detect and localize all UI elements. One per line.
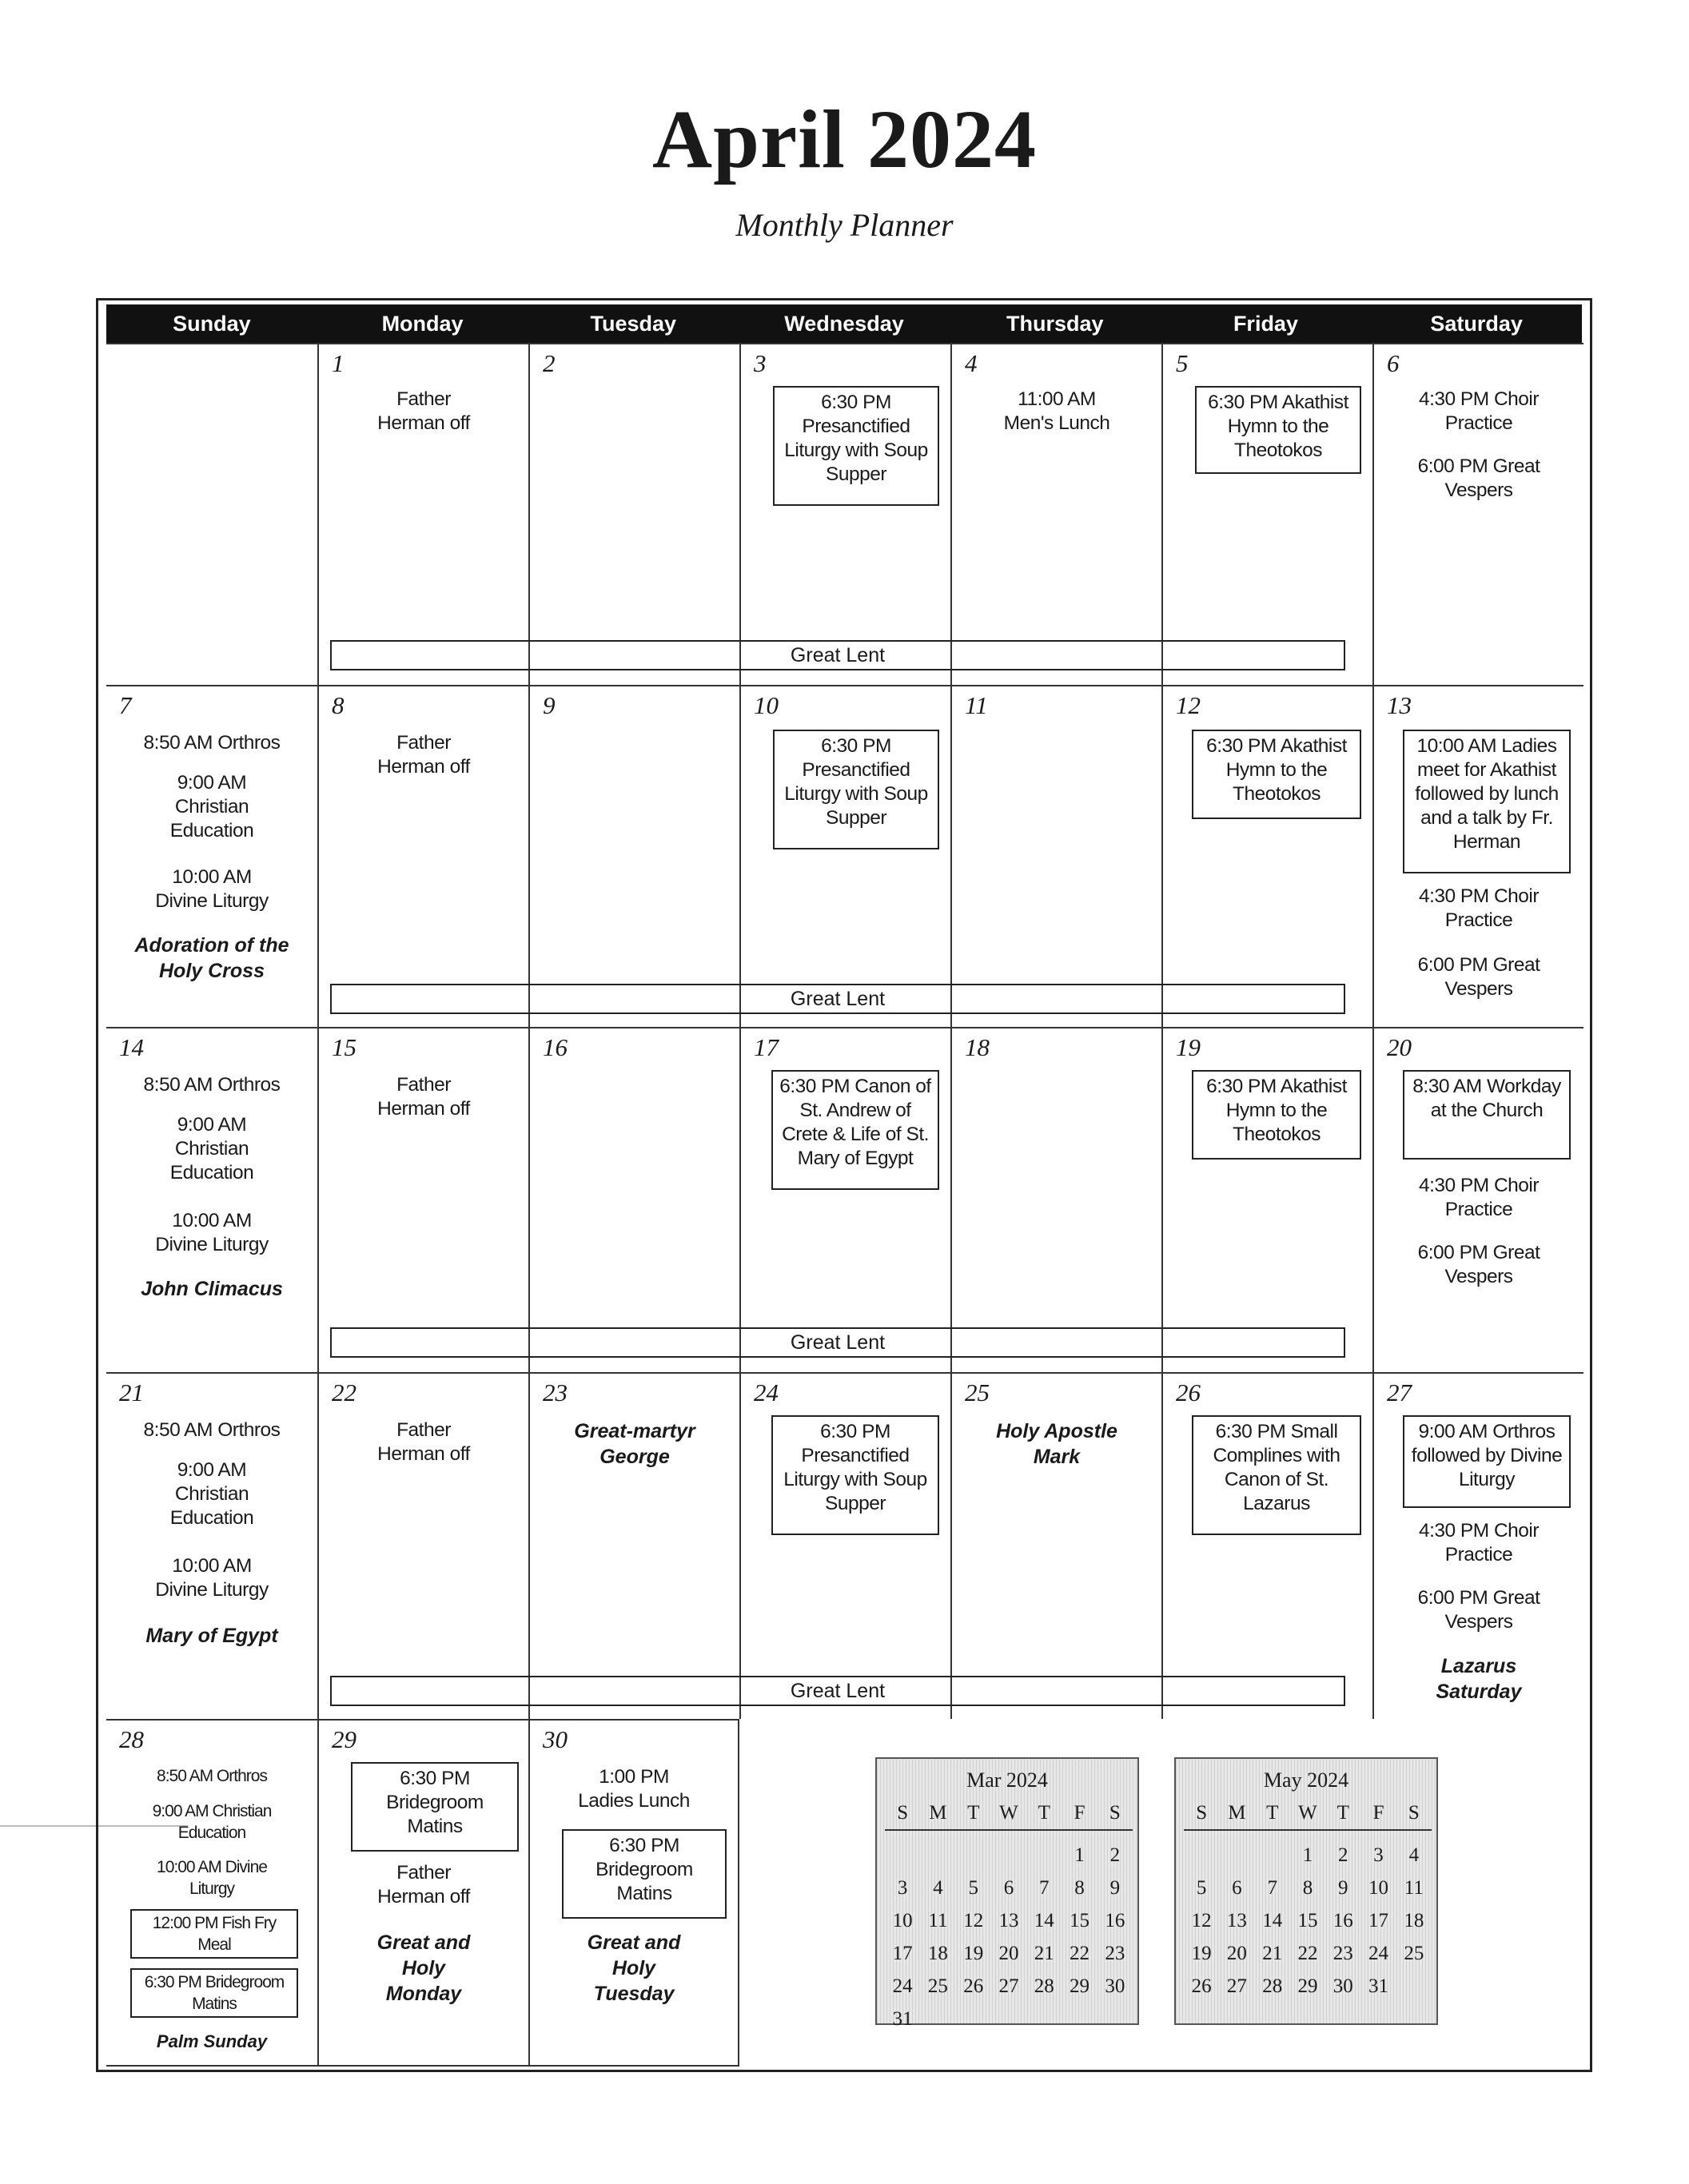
mini-calendar-title: Mar 2024 <box>966 1768 1048 1792</box>
event: 6:00 PM Great Vespers <box>1417 455 1540 501</box>
page-subtitle: Monthly Planner <box>735 207 954 243</box>
day-cell-29[interactable] <box>317 1719 528 2067</box>
day-cell-24[interactable] <box>739 1372 950 1719</box>
mini-day: 25 <box>1404 1942 1424 1964</box>
mini-weekday-header: T <box>956 1797 991 1830</box>
day-cell-19[interactable] <box>1161 1027 1372 1372</box>
event: 10:00 AM Divine Liturgy <box>155 866 269 912</box>
great-lent-bar: Great Lent <box>330 1327 1345 1358</box>
feast-label: Great-martyr George <box>574 1420 695 1468</box>
day-cell-9[interactable] <box>528 685 739 1027</box>
mini-day <box>885 1839 920 1872</box>
mini-weekday-header: F <box>1062 1797 1097 1830</box>
event: 8:50 AM Orthros <box>143 1074 281 1096</box>
day-cell-18[interactable] <box>950 1027 1161 1372</box>
day-cell-7[interactable] <box>106 685 317 1027</box>
mini-week-row <box>885 2003 1133 2035</box>
event-box: 6:30 PM Canon of St. Andrew of Crete & Life of St. Mary of Egypt <box>771 1070 939 1190</box>
day-number: 6 <box>1387 349 1400 377</box>
event-box: 6:30 PM Presanctified Liturgy with Soup Supper <box>773 730 939 849</box>
great-lent-bar: Great Lent <box>330 640 1345 670</box>
mini-day: 27 <box>998 1975 1019 1997</box>
event: 9:00 AM Christian Education <box>169 772 254 841</box>
mini-day: 31 <box>1368 1975 1389 1997</box>
day-number: 21 <box>119 1378 144 1406</box>
event: 10:00 AM Divine Liturgy <box>155 1555 269 1601</box>
mini-day: 5 <box>968 1876 978 1899</box>
day-cell-23[interactable] <box>528 1372 739 1719</box>
mini-day: 23 <box>1332 1942 1353 1964</box>
day-number: 7 <box>119 691 132 719</box>
great-lent-bar: Great Lent <box>330 984 1345 1014</box>
mini-day: 20 <box>998 1942 1019 1964</box>
event: 9:00 AM Christian Education <box>169 1114 254 1183</box>
day-cell-25[interactable] <box>950 1372 1161 1719</box>
day-number: 19 <box>1176 1033 1201 1061</box>
mini-day: 6 <box>1003 1876 1014 1899</box>
mini-day: 10 <box>892 1909 913 1931</box>
event: 9:00 AM Christian Education <box>169 1459 254 1529</box>
weekday-tuesday: Tuesday <box>590 312 677 336</box>
mini-day: 1 <box>1302 1844 1313 1866</box>
mini-day: 14 <box>1034 1909 1054 1931</box>
event-box: 6:30 PM Small Complines with Canon of St. Lazarus <box>1192 1415 1361 1535</box>
weekday-friday: Friday <box>1233 312 1298 336</box>
mini-day: 4 <box>933 1876 943 1899</box>
event-box: 12:00 PM Fish Fry Meal <box>130 1909 298 1959</box>
day-number: 4 <box>965 349 978 377</box>
mini-weekday-header: S <box>885 1797 920 1830</box>
event-box: 6:30 PM Bridegroom Matins <box>351 1762 519 1852</box>
mini-day: 3 <box>897 1876 908 1899</box>
feast-label: Great and Holy Tuesday <box>587 1931 681 2005</box>
event: Father Herman off <box>377 388 470 434</box>
mini-day: 19 <box>1191 1942 1212 1964</box>
day-number: 11 <box>965 691 988 719</box>
mini-day <box>1026 2003 1062 2035</box>
mini-week-row <box>1184 1904 1432 1937</box>
day-number: 10 <box>754 691 779 719</box>
mini-day <box>991 1839 1026 1872</box>
day-cell-27[interactable] <box>1372 1372 1583 1719</box>
mini-day: 9 <box>1109 1876 1121 1899</box>
mini-day: 16 <box>1332 1909 1353 1931</box>
day-cell-16[interactable] <box>528 1027 739 1372</box>
day-cell-1[interactable] <box>317 343 528 685</box>
day-cell-12[interactable] <box>1161 685 1372 1027</box>
day-cell-20[interactable] <box>1372 1027 1583 1372</box>
mini-day: 31 <box>892 2007 913 2030</box>
mini-day: 29 <box>1070 1975 1090 1997</box>
mini-day: 26 <box>963 1975 984 1997</box>
mini-day: 2 <box>1109 1844 1121 1866</box>
mini-day: 14 <box>1262 1909 1283 1931</box>
mini-weekday-header: F <box>1360 1797 1396 1830</box>
mini-weekday-header: M <box>920 1797 955 1830</box>
feast-label: Adoration of the Holy Cross <box>134 934 289 982</box>
mini-day: 8 <box>1074 1876 1085 1899</box>
weekday-saturday: Saturday <box>1430 312 1523 336</box>
mini-day: 28 <box>1034 1975 1054 1997</box>
mini-day: 29 <box>1297 1975 1318 1997</box>
day-cell-21[interactable] <box>106 1372 317 1719</box>
event: 6:00 PM Great Vespers <box>1417 1242 1540 1287</box>
mini-day: 9 <box>1338 1876 1348 1899</box>
event-box: 6:30 PM Presanctified Liturgy with Soup Supper <box>773 386 939 506</box>
mini-day: 19 <box>963 1942 984 1964</box>
day-number: 2 <box>543 349 556 377</box>
weekday-sunday: Sunday <box>173 312 251 336</box>
day-cell-8[interactable] <box>317 685 528 1027</box>
mini-calendar-title: May 2024 <box>1263 1768 1349 1792</box>
day-number: 27 <box>1387 1378 1412 1406</box>
mini-day: 17 <box>1368 1909 1389 1931</box>
mini-day: 12 <box>963 1909 984 1931</box>
day-number: 17 <box>754 1033 779 1061</box>
event: 8:50 AM Orthros <box>143 1419 281 1441</box>
day-cell-26[interactable] <box>1161 1372 1372 1719</box>
weekday-thursday: Thursday <box>1006 312 1104 336</box>
day-cell-13[interactable] <box>1372 685 1583 1027</box>
day-number: 8 <box>332 691 345 719</box>
mini-week-row <box>885 1904 1133 1937</box>
mini-weekday-header: T <box>1026 1797 1062 1830</box>
mini-day: 21 <box>1262 1942 1283 1964</box>
mini-day <box>1396 1970 1432 2003</box>
mini-day: 16 <box>1105 1909 1125 1931</box>
mini-week-row <box>885 1970 1133 2003</box>
mini-day: 24 <box>1368 1942 1389 1964</box>
mini-day: 20 <box>1226 1942 1247 1964</box>
event: 1:00 PM Ladies Lunch <box>578 1766 690 1812</box>
mini-day: 24 <box>892 1975 913 1997</box>
weekday-wednesday: Wednesday <box>784 312 904 336</box>
day-number: 23 <box>543 1378 568 1406</box>
mini-week-row <box>1184 1839 1432 1872</box>
event-box: 10:00 AM Ladies meet for Akathist followed by lunch and a talk by Fr. Herman <box>1403 730 1571 873</box>
mini-week-row <box>1184 1937 1432 1970</box>
mini-day <box>1097 2003 1133 2035</box>
mini-week-row <box>885 1937 1133 1970</box>
event: 10:00 AM Divine Liturgy <box>155 1210 269 1255</box>
mini-day <box>1062 2003 1097 2035</box>
mini-weekday-header: T <box>1325 1797 1360 1830</box>
calendar-grid <box>96 298 1592 2072</box>
mini-day: 28 <box>1262 1975 1283 1997</box>
mini-day: 18 <box>927 1942 948 1964</box>
event: 8:50 AM Orthros <box>157 1767 267 1785</box>
mini-day: 30 <box>1332 1975 1353 1997</box>
mini-calendar-table <box>1184 1797 1432 2003</box>
mini-weekday-header: S <box>1097 1797 1133 1830</box>
mini-calendar-may <box>1174 1757 1438 2025</box>
event: 11:00 AM Men's Lunch <box>1003 388 1110 434</box>
feast-label: Lazarus Saturday <box>1436 1655 1522 1703</box>
mini-day: 8 <box>1302 1876 1313 1899</box>
mini-day: 1 <box>1074 1844 1085 1866</box>
feast-label: John Climacus <box>141 1278 283 1300</box>
event-box: 9:00 AM Orthros followed by Divine Liturgy <box>1403 1415 1571 1508</box>
day-cell-11[interactable] <box>950 685 1161 1027</box>
day-number: 22 <box>332 1378 357 1406</box>
mini-day <box>1184 1839 1219 1872</box>
mini-calendar-table <box>885 1797 1133 2035</box>
mini-day <box>956 2003 991 2035</box>
event: 10:00 AM Divine Liturgy <box>157 1858 267 1898</box>
event: 8:50 AM Orthros <box>143 732 281 754</box>
mini-weekday-header: S <box>1396 1797 1432 1830</box>
event: 9:00 AM Christian Education <box>152 1802 272 1842</box>
mini-day: 13 <box>1226 1909 1247 1931</box>
mini-day: 11 <box>1404 1876 1424 1899</box>
mini-day <box>956 1839 991 1872</box>
mini-day: 25 <box>927 1975 948 1997</box>
day-number: 1 <box>332 349 345 377</box>
mini-day: 23 <box>1105 1942 1125 1964</box>
mini-day: 18 <box>1404 1909 1424 1931</box>
mini-day: 3 <box>1373 1844 1384 1866</box>
event: Father Herman off <box>377 732 470 778</box>
day-number: 3 <box>754 349 767 377</box>
day-number: 14 <box>119 1033 144 1061</box>
weekday-monday: Monday <box>381 312 464 336</box>
mini-week-row <box>885 1839 1133 1872</box>
event: Father Herman off <box>377 1419 470 1465</box>
day-number: 20 <box>1387 1033 1412 1061</box>
day-number: 25 <box>965 1378 990 1406</box>
mini-day: 30 <box>1105 1975 1125 1997</box>
day-number: 5 <box>1176 349 1189 377</box>
day-number: 30 <box>543 1725 568 1753</box>
mini-day: 7 <box>1267 1876 1277 1899</box>
day-cell-22[interactable] <box>317 1372 528 1719</box>
event: Father Herman off <box>377 1074 470 1120</box>
day-number: 15 <box>332 1033 357 1061</box>
mini-day: 15 <box>1297 1909 1318 1931</box>
mini-day: 7 <box>1039 1876 1050 1899</box>
mini-week-row <box>885 1872 1133 1904</box>
mini-weekday-header: T <box>1255 1797 1290 1830</box>
day-cell-5[interactable] <box>1161 343 1372 685</box>
feast-label: Palm Sunday <box>156 2031 268 2051</box>
mini-day <box>1026 1839 1062 1872</box>
event-box: 6:30 PM Bridegroom Matins <box>562 1829 727 1919</box>
day-cell-2[interactable] <box>528 343 739 685</box>
mini-weekday-header: W <box>991 1797 1026 1830</box>
mini-day: 12 <box>1191 1909 1212 1931</box>
event: 4:30 PM Choir Practice <box>1418 1175 1540 1220</box>
mini-day: 6 <box>1232 1876 1242 1899</box>
feast-label: Great and Holy Monday <box>376 1931 471 2005</box>
mini-week-row <box>1184 1872 1432 1904</box>
mini-day <box>991 2003 1026 2035</box>
event-box: 6:30 PM Bridegroom Matins <box>130 1968 298 2018</box>
mini-day: 21 <box>1034 1942 1054 1964</box>
mini-day <box>920 1839 955 1872</box>
day-cell-6[interactable] <box>1372 343 1583 685</box>
day-cell-14[interactable] <box>106 1027 317 1372</box>
mini-day <box>1255 1839 1290 1872</box>
event-box: 6:30 PM Presanctified Liturgy with Soup Supper <box>771 1415 939 1535</box>
day-cell-4[interactable] <box>950 343 1161 685</box>
day-number: 18 <box>965 1033 990 1061</box>
mini-week-row <box>1184 1970 1432 2003</box>
day-cell-10[interactable] <box>739 685 950 1027</box>
event-box: 6:30 PM Akathist Hymn to the Theotokos <box>1195 386 1361 474</box>
mini-day: 22 <box>1070 1942 1090 1964</box>
event: 4:30 PM Choir Practice <box>1418 1520 1540 1565</box>
day-number: 29 <box>332 1725 357 1753</box>
mini-day: 27 <box>1226 1975 1247 1997</box>
day-cell-17[interactable] <box>739 1027 950 1372</box>
day-number: 12 <box>1176 691 1201 719</box>
mini-weekday-header: M <box>1219 1797 1254 1830</box>
mini-day: 4 <box>1408 1844 1420 1866</box>
feast-label: Mary of Egypt <box>145 1625 278 1647</box>
mini-day: 26 <box>1191 1975 1212 1997</box>
event: Father Herman off <box>377 1862 470 1908</box>
mini-day: 17 <box>892 1942 913 1964</box>
event-box: 8:30 AM Workday at the Church <box>1403 1070 1571 1160</box>
day-cell-empty <box>106 343 317 685</box>
mini-day: 15 <box>1070 1909 1090 1931</box>
mini-day: 11 <box>928 1909 948 1931</box>
event: 4:30 PM Choir Practice <box>1418 388 1540 434</box>
day-number: 24 <box>754 1378 779 1406</box>
great-lent-bar: Great Lent <box>330 1676 1345 1706</box>
event: 4:30 PM Choir Practice <box>1418 885 1540 931</box>
page-title: April 2024 <box>652 93 1037 185</box>
feast-label: Holy Apostle Mark <box>996 1420 1117 1468</box>
mini-day: 2 <box>1338 1844 1348 1866</box>
event-box: 6:30 PM Akathist Hymn to the Theotokos <box>1192 1070 1361 1160</box>
mini-day: 10 <box>1368 1876 1389 1899</box>
day-cell-28[interactable] <box>106 1719 317 2067</box>
mini-day: 5 <box>1196 1876 1207 1899</box>
day-cell-15[interactable] <box>317 1027 528 1372</box>
day-number: 13 <box>1387 691 1412 719</box>
mini-weekday-header: S <box>1184 1797 1219 1830</box>
day-cell-3[interactable] <box>739 343 950 685</box>
event-box: 6:30 PM Akathist Hymn to the Theotokos <box>1192 730 1361 819</box>
event: 6:00 PM Great Vespers <box>1417 954 1540 1000</box>
mini-calendar-march <box>875 1757 1139 2030</box>
day-number: 16 <box>543 1033 568 1061</box>
weekday-header <box>106 304 1582 343</box>
mini-day <box>920 2003 955 2035</box>
event: 6:00 PM Great Vespers <box>1417 1587 1540 1633</box>
mini-weekday-header: W <box>1290 1797 1325 1830</box>
day-number: 26 <box>1176 1378 1201 1406</box>
day-number: 28 <box>119 1725 144 1753</box>
day-number: 9 <box>543 691 556 719</box>
mini-day <box>1219 1839 1254 1872</box>
mini-day: 22 <box>1297 1942 1318 1964</box>
mini-day: 13 <box>998 1909 1019 1931</box>
day-cell-30[interactable] <box>528 1719 739 2067</box>
